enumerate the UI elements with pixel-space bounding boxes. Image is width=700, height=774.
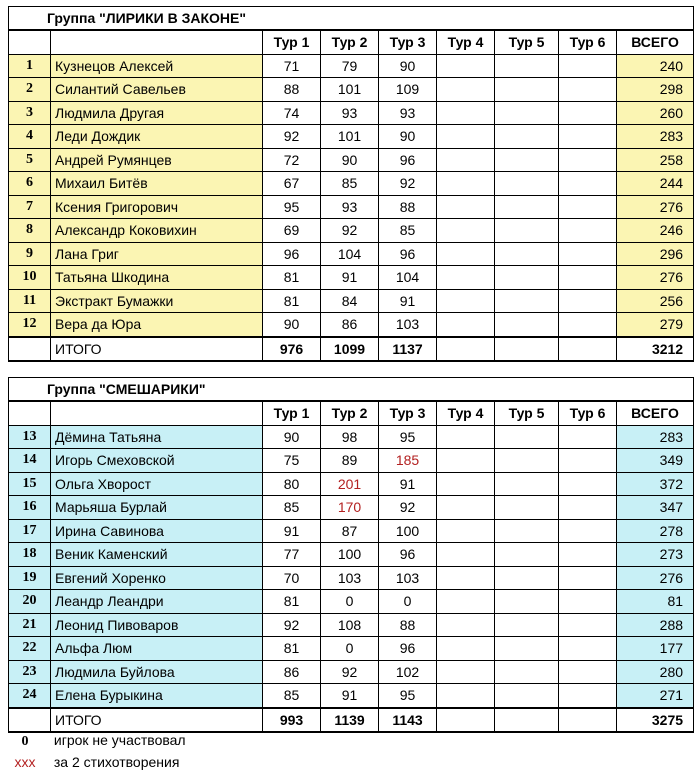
row-total: 279 [617,313,694,337]
sum-label: ИТОГО [51,337,263,362]
sum-round [559,337,617,362]
round-score: 79 [321,54,379,78]
round-score: 80 [263,472,321,496]
row-number: 24 [9,684,51,708]
round-score [495,266,559,290]
round-score [495,519,559,543]
round-score: 103 [379,313,437,337]
round-score [559,660,617,684]
row-total: 288 [617,613,694,637]
row-total: 298 [617,78,694,102]
row-total: 276 [617,566,694,590]
column-header: Тур 1 [263,401,321,425]
round-score: 86 [263,660,321,684]
row-number: 6 [9,172,51,196]
round-score: 88 [379,613,437,637]
sum-label: ИТОГО [51,708,263,733]
round-score: 81 [263,590,321,614]
round-score: 81 [263,289,321,313]
table-row [9,613,694,637]
round-score: 93 [321,101,379,125]
row-total: 256 [617,289,694,313]
round-score [437,266,495,290]
sum-row [9,337,694,362]
table-row [9,519,694,543]
sum-round: 1139 [321,708,379,733]
round-score: 85 [263,496,321,520]
table-row [9,449,694,473]
round-score [437,101,495,125]
row-total: 244 [617,172,694,196]
player-name: Леонид Пивоваров [51,613,263,637]
round-score [495,172,559,196]
row-total: 271 [617,684,694,708]
player-name: Экстракт Бумажки [51,289,263,313]
row-total: 372 [617,472,694,496]
table-row [9,101,694,125]
round-score [437,684,495,708]
player-name: Дёмина Татьяна [51,425,263,449]
legend-text: игрок не участвовал [53,732,186,748]
row-number: 19 [9,566,51,590]
table-row [9,172,694,196]
row-total: 260 [617,101,694,125]
round-score [437,148,495,172]
round-score: 71 [263,54,321,78]
row-number: 23 [9,660,51,684]
player-name: Андрей Румянцев [51,148,263,172]
player-name: Веник Каменский [51,543,263,567]
round-score [559,54,617,78]
column-header: Тур 6 [559,30,617,54]
table-row [9,78,694,102]
round-score: 95 [263,195,321,219]
sum-round: 1143 [379,708,437,733]
round-score: 0 [321,637,379,661]
round-score [495,78,559,102]
round-score [495,496,559,520]
table-row [9,472,694,496]
round-score: 109 [379,78,437,102]
group-title: Группа "СМЕШАРИКИ" [9,378,694,402]
round-score: 91 [321,684,379,708]
round-score [559,472,617,496]
round-score: 104 [379,266,437,290]
legend-key: 0 [21,734,29,749]
sum-row [9,708,694,733]
round-score [559,266,617,290]
round-score [437,449,495,473]
player-name: Леди Дождик [51,125,263,149]
row-number: 8 [9,219,51,243]
round-score: 92 [321,219,379,243]
row-number: 15 [9,472,51,496]
row-number: 1 [9,54,51,78]
header-blank [9,30,51,54]
round-score: 101 [321,78,379,102]
round-score: 185 [379,449,437,473]
round-score [495,684,559,708]
row-number: 3 [9,101,51,125]
header-blank [9,401,51,425]
round-score: 103 [321,566,379,590]
round-score: 201 [321,472,379,496]
sum-total: 3212 [617,337,694,362]
row-number: 5 [9,148,51,172]
column-header: Тур 2 [321,401,379,425]
round-score: 92 [263,125,321,149]
column-header-row [9,30,694,54]
player-name: Альфа Люм [51,637,263,661]
player-name: Кузнецов Алексей [51,54,263,78]
sum-round: 993 [263,708,321,733]
legend-two-poems [0,754,179,770]
round-score: 91 [379,472,437,496]
round-score: 85 [263,684,321,708]
row-total: 240 [617,54,694,78]
player-name: Леандр Леандри [51,590,263,614]
round-score [559,219,617,243]
round-score: 85 [321,172,379,196]
table-row [9,684,694,708]
row-total: 273 [617,543,694,567]
row-total: 276 [617,266,694,290]
round-score [495,101,559,125]
row-total: 283 [617,425,694,449]
round-score: 91 [379,289,437,313]
round-score [495,449,559,473]
row-number: 20 [9,590,51,614]
round-score [437,78,495,102]
legend-key: xxx [14,754,36,770]
table-row [9,54,694,78]
round-score: 92 [379,172,437,196]
round-score: 88 [379,195,437,219]
round-score [495,660,559,684]
round-score [495,637,559,661]
round-score: 93 [379,101,437,125]
round-score [559,78,617,102]
round-score: 170 [321,496,379,520]
row-number: 16 [9,496,51,520]
row-number: 17 [9,519,51,543]
table-row [9,195,694,219]
row-number: 18 [9,543,51,567]
round-score [559,125,617,149]
table-row [9,425,694,449]
round-score: 92 [321,660,379,684]
round-score: 87 [321,519,379,543]
table-row [9,148,694,172]
row-number: 10 [9,266,51,290]
round-score: 88 [263,78,321,102]
round-score: 95 [379,684,437,708]
player-name: Ольга Хворост [51,472,263,496]
sum-round: 1137 [379,337,437,362]
legend-zero [0,732,186,750]
player-name: Лана Григ [51,242,263,266]
group-title: Группа "ЛИРИКИ В ЗАКОНЕ" [9,7,694,31]
round-score [559,425,617,449]
sum-round [495,708,559,733]
row-total: 81 [617,590,694,614]
round-score: 81 [263,637,321,661]
round-score [437,543,495,567]
player-name: Людмила Другая [51,101,263,125]
row-total: 296 [617,242,694,266]
round-score [495,543,559,567]
row-number: 9 [9,242,51,266]
group-title-row [9,378,694,402]
round-score [495,148,559,172]
round-score: 101 [321,125,379,149]
round-score [437,637,495,661]
sum-round [437,708,495,733]
round-score [559,519,617,543]
row-number: 11 [9,289,51,313]
round-score: 86 [321,313,379,337]
sum-blank [9,337,51,362]
player-name: Ирина Савинова [51,519,263,543]
round-score: 96 [379,242,437,266]
column-header-row [9,401,694,425]
table-row [9,637,694,661]
round-score: 91 [263,519,321,543]
round-score [437,313,495,337]
round-score [495,472,559,496]
round-score: 0 [379,590,437,614]
round-score [437,660,495,684]
round-score: 102 [379,660,437,684]
round-score: 90 [263,313,321,337]
table-row [9,313,694,337]
round-score [437,289,495,313]
player-name: Михаил Битёв [51,172,263,196]
row-total: 349 [617,449,694,473]
round-score: 81 [263,266,321,290]
row-total: 276 [617,195,694,219]
round-score [437,242,495,266]
table-row [9,219,694,243]
round-score: 84 [321,289,379,313]
group-title-row [9,7,694,31]
row-total: 280 [617,660,694,684]
table-row [9,289,694,313]
group-smeshariki-table [8,377,694,733]
player-name: Игорь Смеховской [51,449,263,473]
round-score [495,195,559,219]
round-score [437,172,495,196]
legend-text: за 2 стихотворения [53,754,180,770]
row-total: 347 [617,496,694,520]
sum-blank [9,708,51,733]
player-name: Елена Бурыкина [51,684,263,708]
round-score: 92 [379,496,437,520]
row-total: 258 [617,148,694,172]
round-score: 90 [263,425,321,449]
player-name: Марьяша Бурлай [51,496,263,520]
round-score: 96 [263,242,321,266]
round-score [437,566,495,590]
sum-round [495,337,559,362]
round-score [437,195,495,219]
round-score [559,449,617,473]
column-header: Тур 4 [437,401,495,425]
sum-round [437,337,495,362]
round-score: 108 [321,613,379,637]
round-score [437,219,495,243]
player-name: Ксения Григорович [51,195,263,219]
sum-total: 3275 [617,708,694,733]
round-score: 74 [263,101,321,125]
table-row [9,242,694,266]
round-score: 91 [321,266,379,290]
row-number: 2 [9,78,51,102]
round-score: 77 [263,543,321,567]
round-score: 69 [263,219,321,243]
round-score [437,496,495,520]
round-score: 89 [321,449,379,473]
player-name: Силантий Савельев [51,78,263,102]
sum-round [559,708,617,733]
round-score: 104 [321,242,379,266]
round-score: 93 [321,195,379,219]
sum-round: 1099 [321,337,379,362]
player-name: Александр Коковихин [51,219,263,243]
round-score [559,590,617,614]
round-score [559,496,617,520]
column-header: Тур 1 [263,30,321,54]
table-row [9,566,694,590]
round-score [495,313,559,337]
round-score [559,101,617,125]
round-score: 90 [321,148,379,172]
row-number: 13 [9,425,51,449]
round-score [495,289,559,313]
round-score: 90 [379,54,437,78]
round-score: 100 [379,519,437,543]
round-score [559,313,617,337]
row-total: 246 [617,219,694,243]
row-number: 4 [9,125,51,149]
column-header: Тур 5 [495,401,559,425]
round-score: 90 [379,125,437,149]
column-header: ВСЕГО [617,401,694,425]
round-score [559,566,617,590]
round-score [495,590,559,614]
round-score [495,54,559,78]
round-score [495,219,559,243]
round-score [437,590,495,614]
row-number: 7 [9,195,51,219]
table-row [9,660,694,684]
player-name: Татьяна Шкодина [51,266,263,290]
player-name: Людмила Буйлова [51,660,263,684]
table-row [9,590,694,614]
table-row [9,266,694,290]
round-score [495,566,559,590]
round-score: 103 [379,566,437,590]
round-score: 95 [379,425,437,449]
round-score [437,519,495,543]
round-score: 96 [379,148,437,172]
round-score [559,195,617,219]
round-score: 92 [263,613,321,637]
round-score: 100 [321,543,379,567]
round-score [559,172,617,196]
round-score: 72 [263,148,321,172]
round-score [495,242,559,266]
header-blank [51,30,263,54]
round-score [559,637,617,661]
round-score [559,148,617,172]
row-number: 12 [9,313,51,337]
table-row [9,543,694,567]
column-header: Тур 3 [379,30,437,54]
round-score [437,425,495,449]
group-lyrics-table [8,6,694,362]
column-header: Тур 5 [495,30,559,54]
row-number: 22 [9,637,51,661]
round-score: 98 [321,425,379,449]
round-score [559,543,617,567]
column-header: Тур 3 [379,401,437,425]
sum-round: 976 [263,337,321,362]
round-score [559,242,617,266]
column-header: ВСЕГО [617,30,694,54]
round-score [437,472,495,496]
row-total: 278 [617,519,694,543]
round-score [559,289,617,313]
round-score: 67 [263,172,321,196]
round-score: 96 [379,637,437,661]
round-score [437,54,495,78]
table-row [9,125,694,149]
player-name: Вера да Юра [51,313,263,337]
round-score: 0 [321,590,379,614]
round-score [495,613,559,637]
round-score [495,125,559,149]
round-score [437,613,495,637]
round-score: 85 [379,219,437,243]
round-score: 96 [379,543,437,567]
header-blank [51,401,263,425]
row-total: 283 [617,125,694,149]
round-score: 70 [263,566,321,590]
round-score: 75 [263,449,321,473]
round-score [437,125,495,149]
player-name: Евгений Хоренко [51,566,263,590]
row-number: 14 [9,449,51,473]
column-header: Тур 2 [321,30,379,54]
round-score [495,425,559,449]
column-header: Тур 6 [559,401,617,425]
column-header: Тур 4 [437,30,495,54]
table-row [9,496,694,520]
row-number: 21 [9,613,51,637]
row-total: 177 [617,637,694,661]
round-score [559,684,617,708]
round-score [559,613,617,637]
